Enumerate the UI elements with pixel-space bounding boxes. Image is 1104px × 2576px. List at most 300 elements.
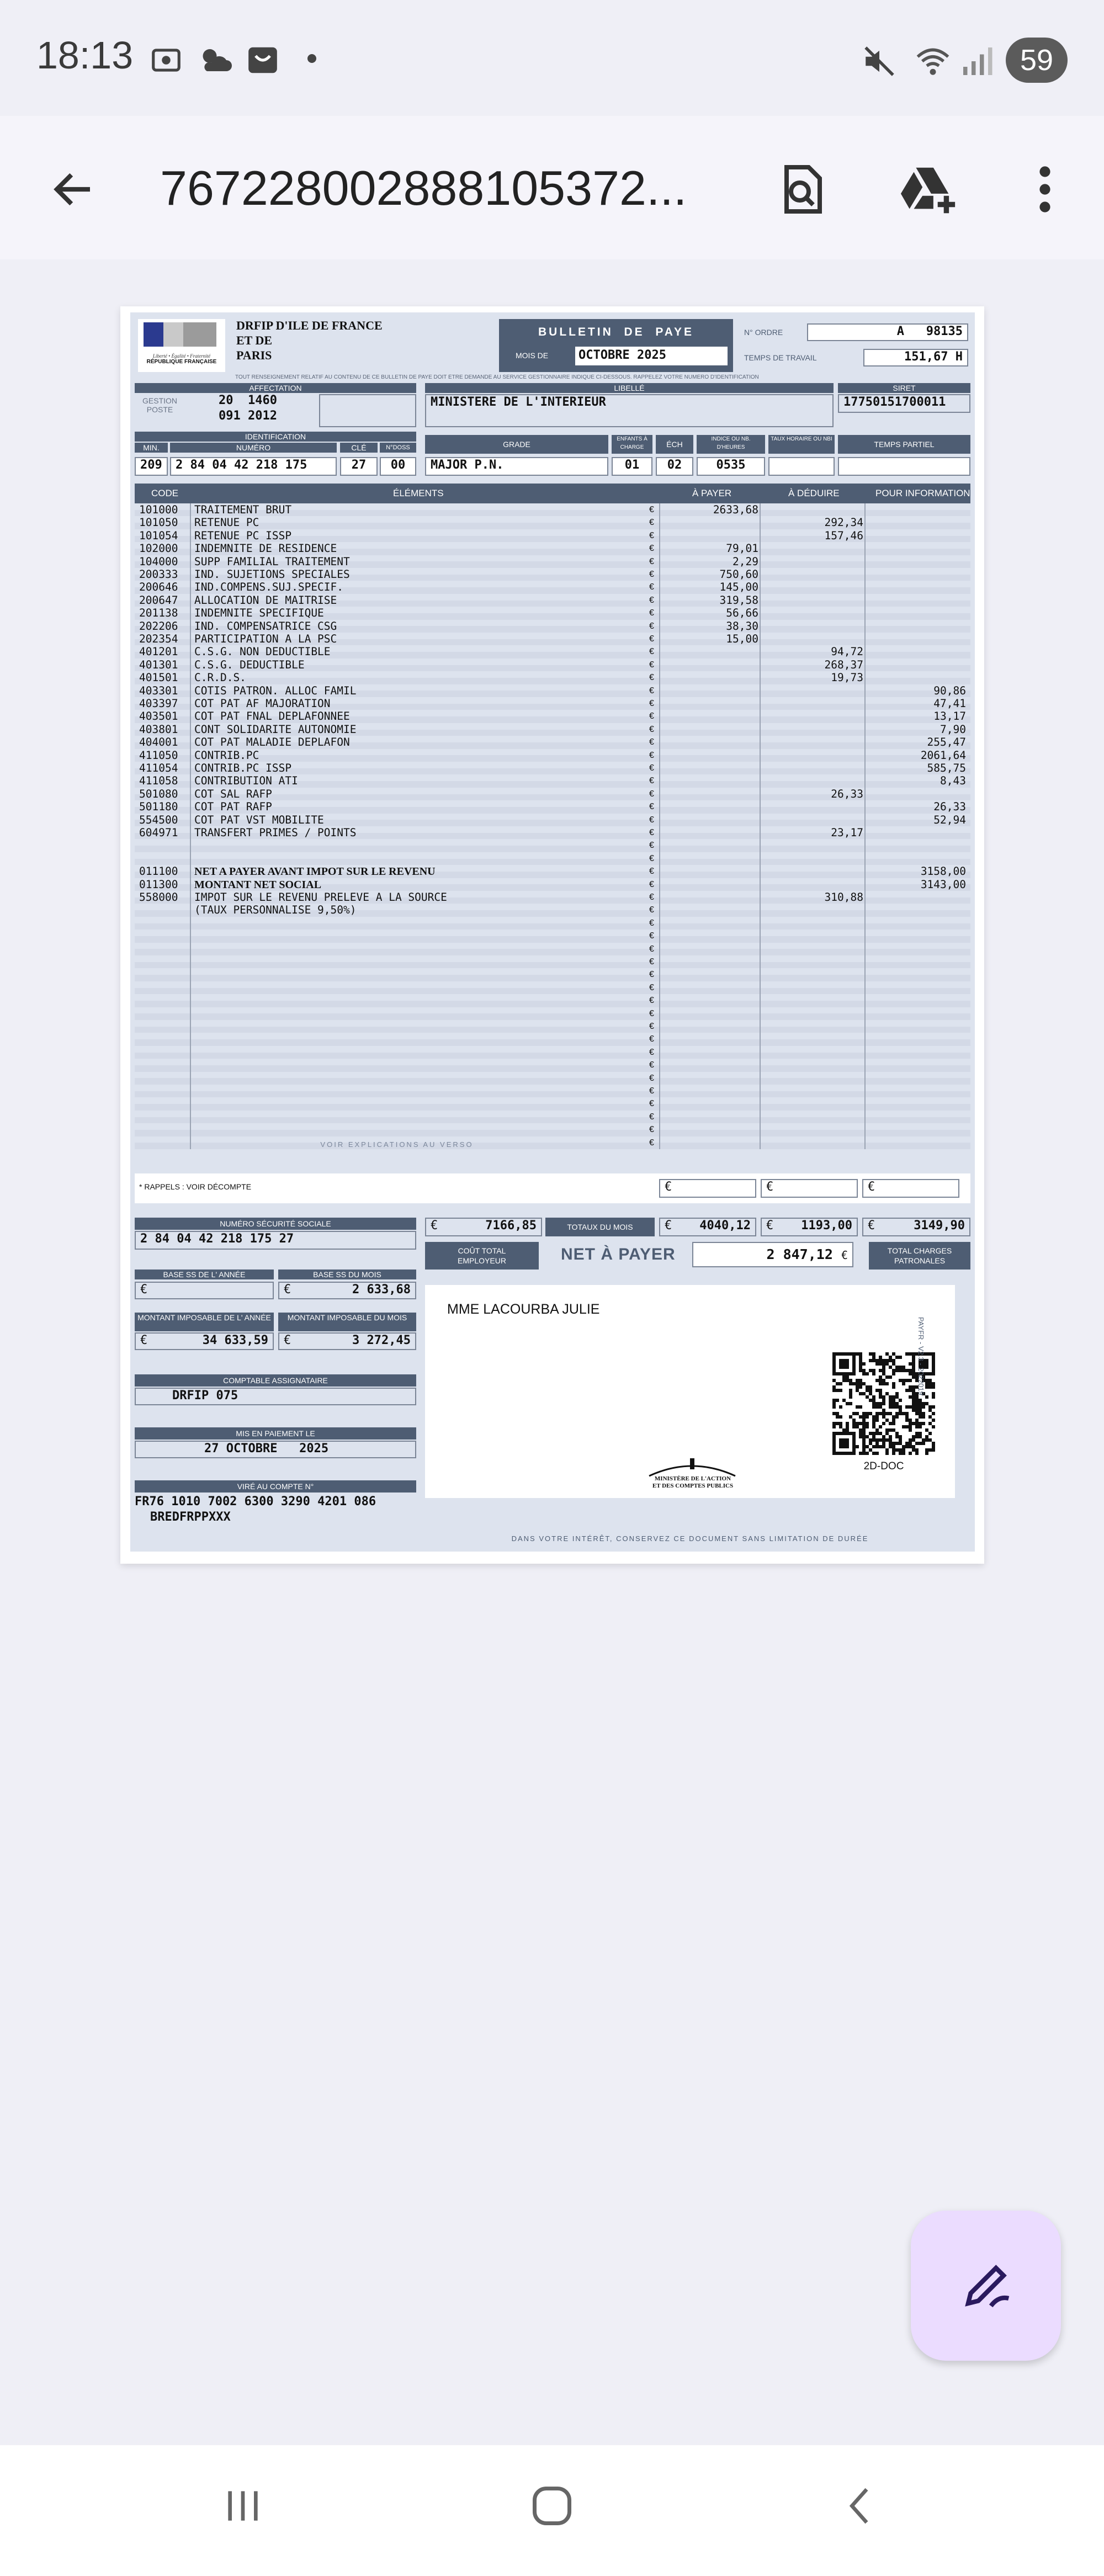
row-label: NET A PAYER AVANT IMPOT SUR LE REVENU — [194, 865, 436, 878]
row-label: COT PAT MALADIE DEPLAFON — [194, 736, 350, 749]
indice-label: INDICE OU NB. D'HEURES — [697, 435, 765, 454]
euro-sign: € — [766, 1219, 774, 1233]
row-info: 585,75 — [927, 762, 966, 774]
row-code: 411054 — [139, 762, 178, 774]
compte-label: VIRÉ AU COMPTE N° — [135, 1480, 416, 1493]
euro-sign: € — [649, 1138, 654, 1148]
row-label: RETENUE PC ISSP — [194, 529, 292, 542]
euro-sign: € — [649, 699, 654, 708]
table-row — [135, 891, 970, 904]
row-info: 13,17 — [933, 710, 966, 723]
row-info: 2061,64 — [920, 748, 966, 762]
euro-sign: € — [649, 634, 654, 644]
euro-sign: € — [649, 1112, 654, 1122]
row-label: COT SAL RAFP — [194, 787, 272, 800]
euro-sign: € — [649, 570, 654, 579]
org-line-1: DRFIP D'ILE DE FRANCE — [236, 318, 383, 332]
shop-icon — [246, 43, 280, 77]
totaux-label: TOTAUX DU MOIS — [545, 1218, 655, 1236]
table-row — [135, 581, 970, 594]
row-code: 403301 — [139, 684, 178, 697]
battery-icon — [1006, 38, 1068, 83]
table-row — [135, 516, 970, 529]
siret-label: SIRET — [838, 383, 970, 393]
table-row — [135, 852, 970, 865]
euro-sign: € — [649, 944, 654, 954]
row-code: 403397 — [139, 697, 178, 710]
euro-sign: € — [649, 724, 654, 734]
row-label: COT PAT RAFP — [194, 800, 272, 814]
euro-sign: € — [649, 1022, 654, 1031]
affectation-empty-box — [319, 394, 416, 427]
euro-sign: € — [649, 1073, 654, 1083]
table-row — [135, 762, 970, 775]
col-divider — [760, 503, 761, 1149]
weather-icon — [196, 43, 235, 77]
imp-mois-label: MONTANT IMPOSABLE DU MOIS — [278, 1313, 416, 1331]
row-label: IMPOT SUR LE REVENU PRELEVE A LA SOURCE — [194, 891, 447, 904]
affectation-label: AFFECTATION — [135, 383, 416, 393]
row-payer: 38,30 — [726, 619, 758, 633]
row-payer: 145,00 — [719, 581, 758, 594]
euro-sign: € — [649, 996, 654, 1006]
ech-value: 02 — [656, 457, 693, 476]
col-divider — [659, 503, 660, 1149]
imp-annee-value — [135, 1332, 274, 1350]
row-label: CONTRIB.PC — [194, 748, 259, 762]
row-code: 401501 — [139, 671, 178, 684]
recipient-name: MME LACOURBA JULIE — [447, 1302, 600, 1317]
euro-sign: € — [868, 1219, 875, 1233]
table-row — [135, 594, 970, 607]
total-info — [862, 1218, 970, 1236]
euro-sign: € — [649, 518, 654, 528]
table-row — [135, 529, 970, 543]
euro-sign: € — [649, 686, 654, 695]
nodoss-label: N°DOSS — [380, 443, 416, 453]
home-button[interactable] — [524, 2478, 580, 2533]
table-stripe — [135, 1065, 970, 1072]
row-info: 47,41 — [933, 697, 966, 710]
col-elements: ÉLÉMENTS — [393, 488, 444, 498]
row-label: COT PAT AF MAJORATION — [194, 697, 331, 710]
row-code: 102000 — [139, 542, 178, 555]
table-row — [135, 904, 970, 917]
col-info: POUR INFORMATION — [875, 488, 970, 498]
nodoss-value: 00 — [380, 457, 416, 476]
screenshot-icon — [149, 43, 183, 77]
euro-sign: € — [649, 879, 654, 889]
row-deduire: 23,17 — [831, 826, 863, 839]
total-deduire-amount: 1193,00 — [801, 1219, 852, 1233]
total-payer-amount: 4040,12 — [699, 1219, 751, 1233]
rappels-text: * RAPPELS : VOIR DÉCOMPTE — [139, 1182, 252, 1191]
row-info: 3143,00 — [920, 878, 966, 891]
numero-label: NUMÉRO — [170, 443, 337, 453]
charges-label: TOTAL CHARGES PATRONALES — [869, 1242, 970, 1270]
euro-sign: € — [649, 544, 654, 554]
row-deduire: 157,46 — [824, 529, 863, 542]
row-label: COT PAT FNAL DEPLAFONNEE — [194, 710, 350, 723]
row-payer: 15,00 — [726, 633, 758, 645]
table-row — [135, 555, 970, 569]
table-row — [135, 736, 970, 749]
temps-partiel-label: TEMPS PARTIEL — [838, 435, 970, 454]
euro-sign: € — [649, 802, 654, 812]
row-label: RETENUE PC — [194, 516, 259, 529]
euro-sign: € — [140, 1334, 148, 1347]
table-row — [135, 774, 970, 788]
row-label: COT PAT VST MOBILITE — [194, 813, 324, 826]
euro-sign: € — [649, 905, 654, 915]
cle-value: 27 — [340, 457, 378, 476]
table-body — [135, 503, 970, 1149]
row-label: TRANSFERT PRIMES / POINTS — [194, 826, 357, 839]
table-row — [135, 607, 970, 620]
euro-sign: € — [841, 1249, 848, 1262]
identification-label: IDENTIFICATION — [135, 432, 416, 442]
gestion-value: 20 1460 — [219, 394, 277, 407]
table-row — [135, 710, 970, 723]
euro-sign: € — [649, 750, 654, 760]
cout-label: COÛT TOTAL EMPLOYEUR — [425, 1242, 539, 1270]
row-label: CONT SOLIDARITE AUTONOMIE — [194, 723, 357, 736]
row-info: 52,94 — [933, 813, 966, 826]
org-name — [236, 318, 383, 363]
row-code: 558000 — [139, 891, 178, 904]
row-code: 604971 — [139, 826, 178, 839]
euro-sign: € — [431, 1219, 438, 1233]
row-label: (TAUX PERSONNALISE 9,50%) — [194, 904, 357, 917]
siret-value: 17750151700011 — [838, 394, 970, 413]
net-amount: 2 847,12 — [766, 1246, 833, 1262]
row-code: 202354 — [139, 633, 178, 645]
row-label: IND.COMPENS.SUJ.SPECIF. — [194, 581, 344, 594]
euro-sign: € — [649, 647, 654, 657]
row-info: 255,47 — [927, 736, 966, 749]
min-value: 209 — [135, 457, 168, 476]
search-document-icon — [776, 163, 829, 216]
euro-sign: € — [649, 1099, 654, 1109]
ech-label: ÉCH — [656, 435, 693, 454]
row-code: 201138 — [139, 607, 178, 620]
gestion-poste-labels — [142, 396, 177, 414]
row-label: CONTRIBUTION ATI — [194, 774, 298, 788]
euro-sign: € — [649, 1086, 654, 1096]
net-label: NET À PAYER — [561, 1245, 676, 1263]
table-stripe — [135, 1039, 970, 1046]
gestion-poste-value — [214, 393, 317, 428]
table-stripe — [135, 962, 970, 969]
mois-value: OCTOBRE 2025 — [575, 347, 728, 365]
document-title: 767228002888105372... — [160, 161, 687, 215]
bulletin-title-block — [499, 319, 733, 372]
euro-sign: € — [649, 711, 654, 721]
voir-verso-text: VOIR EXPLICATIONS AU VERSO — [320, 1140, 474, 1149]
marianne-icon — [138, 319, 225, 351]
imp-mois-amount: 3 272,45 — [352, 1334, 411, 1347]
table-row — [135, 826, 970, 840]
row-code: 200333 — [139, 568, 178, 581]
total-info-amount: 3149,90 — [914, 1219, 965, 1233]
find-in-document-button[interactable] — [772, 159, 832, 220]
row-label: CONTRIB.PC ISSP — [194, 762, 292, 774]
euro-sign: € — [649, 1047, 654, 1057]
drive-add-icon — [899, 162, 959, 217]
org-line-2: ET DE — [236, 333, 273, 347]
euro-sign: € — [649, 505, 654, 514]
euro-sign: € — [649, 931, 654, 941]
table-row — [135, 633, 970, 646]
row-label: INDEMNITE DE RESIDENCE — [194, 542, 337, 555]
table-row — [135, 788, 970, 801]
row-label: PARTICIPATION A LA PSC — [194, 633, 337, 645]
euro-sign: € — [649, 853, 654, 863]
comptable-label: COMPTABLE ASSIGNATAIRE — [135, 1374, 416, 1387]
euro-sign: € — [649, 582, 654, 592]
base-annee-label: BASE SS DE L' ANNÉE — [135, 1270, 274, 1279]
navigation-bar — [0, 2445, 1104, 2576]
table-stripe — [135, 1104, 970, 1111]
temps-label: TEMPS DE TRAVAIL — [744, 353, 817, 362]
ministere-text — [635, 1475, 751, 1490]
paiement-value: 27 OCTOBRE 2025 — [135, 1441, 416, 1458]
euro-sign: € — [649, 1008, 654, 1018]
enfants-value: 01 — [612, 457, 652, 476]
table-row — [135, 749, 970, 762]
table-stripe — [135, 1053, 970, 1059]
poste-value: 091 2012 — [219, 409, 277, 423]
row-code: 501180 — [139, 800, 178, 814]
recents-button[interactable] — [215, 2478, 270, 2533]
euro-sign: € — [649, 982, 654, 992]
footer-text: DANS VOTRE INTÉRÊT, CONSERVEZ CE DOCUMENT SANS LIMITATION DE DURÉE — [511, 1534, 869, 1543]
table-row — [135, 800, 970, 814]
table-stripe — [135, 1091, 970, 1098]
euro-sign: € — [284, 1334, 291, 1347]
base-mois-label: BASE SS DU MOIS — [278, 1270, 416, 1279]
row-label: COTIS PATRON. ALLOC FAMIL — [194, 684, 357, 697]
table-row — [135, 542, 970, 555]
row-payer: 319,58 — [719, 593, 758, 607]
row-code: 411050 — [139, 748, 178, 762]
row-label: SUPP FAMILIAL TRAITEMENT — [194, 555, 350, 568]
row-payer: 2633,68 — [713, 503, 758, 516]
imp-mois-value — [278, 1332, 416, 1350]
euro-sign: € — [649, 621, 654, 631]
euro-sign: € — [649, 867, 654, 877]
ordre-label: N° ORDRE — [744, 328, 783, 337]
bic-value: BREDFRPPXXX — [150, 1510, 231, 1524]
nss-value: 2 84 04 42 218 175 27 — [135, 1231, 416, 1250]
row-code: 200647 — [139, 593, 178, 607]
row-info: 26,33 — [933, 800, 966, 814]
euro-sign: € — [649, 1060, 654, 1070]
euro-sign: € — [649, 1125, 654, 1135]
cout-total-amount: 7166,85 — [485, 1219, 537, 1233]
euro-sign: € — [140, 1283, 148, 1297]
org-line-3: PARIS — [236, 348, 272, 362]
table-stripe — [135, 936, 970, 943]
row-info: 3158,00 — [920, 865, 966, 878]
row-payer: 750,60 — [719, 568, 758, 581]
row-label: C.R.D.S. — [194, 671, 246, 684]
table-stripe — [135, 988, 970, 995]
ministere-line-2: ET DES COMPTES PUBLICS — [652, 1483, 734, 1489]
cle-label: CLÉ — [340, 443, 378, 453]
ministere-logo-icon — [644, 1456, 741, 1478]
row-label: ALLOCATION DE MAITRISE — [194, 593, 337, 607]
table-stripe — [135, 975, 970, 981]
mois-label: MOIS DE — [516, 351, 549, 360]
republique-text: RÉPUBLIQUE FRANÇAISE — [146, 359, 217, 365]
euro-sign: € — [649, 815, 654, 825]
gestion-label: GESTION — [142, 396, 178, 405]
row-code: 101050 — [139, 516, 178, 529]
row-label: TRAITEMENT BRUT — [194, 503, 292, 516]
table-row — [135, 503, 970, 517]
row-info: 90,86 — [933, 684, 966, 697]
euro-sign: € — [649, 660, 654, 670]
euro-sign: € — [649, 789, 654, 799]
more-options-button[interactable] — [1015, 159, 1075, 220]
imp-annee-amount: 34 633,59 — [202, 1334, 268, 1347]
base-mois-amount: 2 633,68 — [352, 1283, 411, 1297]
grade-label: GRADE — [425, 435, 608, 454]
table-stripe — [135, 1117, 970, 1124]
euro-sign: € — [649, 841, 654, 851]
row-code: 554500 — [139, 813, 178, 826]
notice-text: TOUT RENSEIGNEMENT RELATIF AU CONTENU DE CE BULLETIN DE PAYE DOIT ÊTRE DEMANDÉ AU SERVICE GESTIONNAIRE INDIQUÉ CI-DESSOUS. RAPPELEZ VOTRE NUMÉRO D'IDENTIFICATION — [235, 374, 759, 380]
row-code: 411058 — [139, 774, 178, 788]
table-stripe — [135, 949, 970, 955]
rappels-payer: € — [659, 1179, 756, 1198]
row-code: 202206 — [139, 619, 178, 633]
grade-value: MAJOR P.N. — [425, 457, 608, 476]
row-code: 011100 — [139, 865, 178, 878]
comptable-value: DRFIP 075 — [135, 1388, 416, 1405]
edit-pen-icon — [956, 2255, 1016, 2316]
poste-label: POSTE — [146, 405, 173, 414]
row-deduire: 19,73 — [831, 671, 863, 684]
table-stripe — [135, 1013, 970, 1020]
back-button[interactable] — [43, 159, 104, 220]
ordre-value: A 98135 — [807, 323, 968, 341]
row-code: 104000 — [139, 555, 178, 568]
table-stripe — [135, 1001, 970, 1007]
qr-label: 2D-DOC — [863, 1460, 904, 1472]
numero-value: 2 84 04 42 218 175 — [170, 457, 337, 476]
row-deduire: 310,88 — [824, 891, 863, 904]
side-version-text: PAYFR - V2.3 - 2022019 — [917, 1317, 925, 1395]
row-label: INDEMNITE SPECIFIQUE — [194, 607, 324, 620]
euro-sign: € — [649, 608, 654, 618]
table-stripe — [135, 1130, 970, 1136]
more-vert-icon — [1034, 163, 1056, 216]
table-row — [135, 878, 970, 891]
taux-value — [768, 457, 835, 476]
table-stripe — [135, 1078, 970, 1085]
euro-sign: € — [649, 595, 654, 605]
row-label: MONTANT NET SOCIAL — [194, 878, 322, 891]
edit-fab[interactable] — [911, 2211, 1061, 2361]
col-payer: À PAYER — [692, 488, 732, 498]
row-code: 404001 — [139, 736, 178, 749]
indice-value: 0535 — [697, 457, 765, 476]
col-deduire: À DÉDUIRE — [788, 488, 840, 498]
row-code: 101054 — [139, 529, 178, 542]
table-row — [135, 723, 970, 736]
table-row — [135, 568, 970, 581]
row-code: 403501 — [139, 710, 178, 723]
table-row — [135, 814, 970, 827]
euro-sign: € — [649, 1034, 654, 1044]
table-row — [135, 671, 970, 684]
col-code: CODE — [151, 488, 179, 498]
base-annee-value — [135, 1282, 274, 1299]
euro-sign: € — [649, 673, 654, 683]
row-code: 401201 — [139, 645, 178, 658]
iban-value: FR76 1010 7002 6300 3290 4201 086 — [135, 1495, 376, 1509]
row-info: 7,90 — [940, 723, 966, 736]
paiement-label: MIS EN PAIEMENT LE — [135, 1427, 416, 1440]
table-row — [135, 645, 970, 658]
row-deduire: 94,72 — [831, 645, 863, 658]
taux-label: TAUX HORAIRE OU NBI — [768, 435, 835, 454]
battery-level: 59 — [1020, 44, 1054, 77]
total-deduire — [761, 1218, 858, 1236]
row-deduire: 292,34 — [824, 516, 863, 529]
add-to-drive-button[interactable] — [899, 159, 959, 220]
table-header — [135, 484, 970, 503]
temps-partiel-value — [838, 457, 970, 476]
status-time: 18:13 — [36, 34, 134, 77]
euro-sign: € — [649, 763, 654, 773]
euro-sign: € — [649, 737, 654, 747]
row-label: IND. COMPENSATRICE CSG — [194, 619, 337, 633]
col-divider — [190, 503, 191, 1149]
cout-total-value — [425, 1218, 542, 1236]
euro-sign: € — [649, 530, 654, 540]
wifi-icon — [914, 43, 952, 79]
back-icon — [839, 2484, 883, 2528]
dot-icon — [306, 53, 317, 64]
table-stripe — [135, 1027, 970, 1033]
row-info: 8,43 — [940, 774, 966, 788]
row-payer: 2,29 — [733, 555, 758, 568]
row-payer: 56,66 — [726, 607, 758, 620]
enfants-label: ENFANTS À CHARGE — [612, 435, 652, 454]
imp-annee-label: MONTANT IMPOSABLE DE L' ANNÉE — [135, 1313, 274, 1331]
recipient-card — [425, 1285, 955, 1498]
euro-sign: € — [649, 970, 654, 980]
app-bar — [0, 116, 1104, 259]
row-label: C.S.G. NON DEDUCTIBLE — [194, 645, 331, 658]
euro-sign: € — [649, 556, 654, 566]
table-stripe — [135, 923, 970, 930]
euro-sign: € — [649, 957, 654, 966]
total-payer — [659, 1218, 756, 1236]
table-row — [135, 839, 970, 852]
euro-sign: € — [665, 1219, 672, 1233]
back-arrow-icon — [49, 164, 98, 214]
row-code: 200646 — [139, 581, 178, 594]
row-code: 101000 — [139, 503, 178, 516]
system-back-button[interactable] — [834, 2478, 889, 2533]
motto-text: Liberté • Égalité • Fraternité — [152, 353, 211, 359]
min-label: MIN. — [135, 443, 168, 453]
row-payer: 79,01 — [726, 542, 758, 555]
